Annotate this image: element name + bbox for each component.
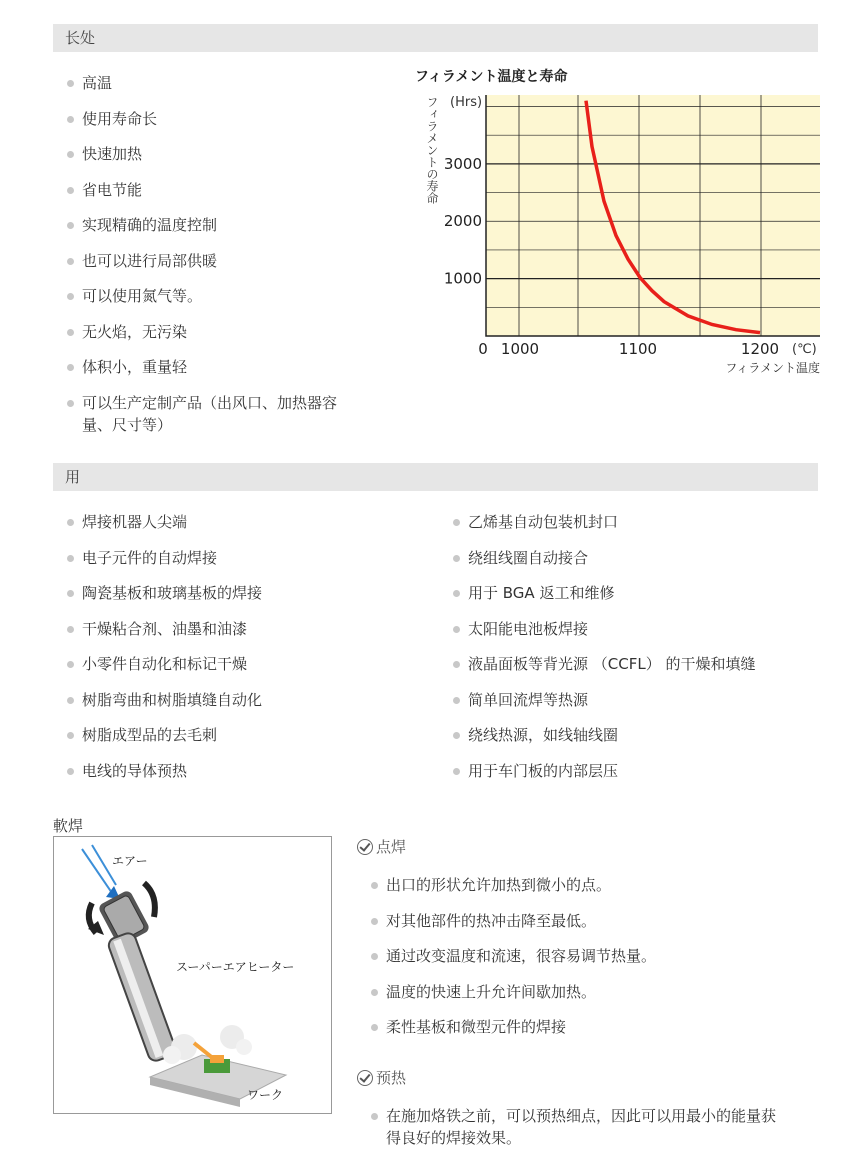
heater-illustration bbox=[53, 836, 332, 1114]
list-item: 出口的形状允许加热到微小的点。 bbox=[386, 876, 612, 894]
list-item: 用于 BGA 返工和维修 bbox=[468, 584, 615, 602]
list-item: 液晶面板等背光源 （CCFL） 的干燥和填缝 bbox=[468, 655, 756, 673]
list-item: 可以使用氮气等。 bbox=[82, 287, 203, 305]
x-tick-label: 0 bbox=[478, 340, 488, 358]
x-tick-label: 1200 bbox=[740, 340, 780, 358]
list-item: 得良好的焊接效果。 bbox=[386, 1129, 522, 1147]
x-tick-label: 1100 bbox=[618, 340, 658, 358]
chart-title: フィラメント温度と寿命 bbox=[415, 69, 568, 85]
list-item: 乙烯基自动包装机封口 bbox=[468, 513, 619, 531]
label-work: ワーク bbox=[247, 1088, 284, 1102]
soldering-title: 軟焊 bbox=[53, 817, 84, 835]
list-item: 绕组线圈自动接合 bbox=[468, 548, 589, 567]
list-item: 也可以进行局部供暖 bbox=[82, 251, 218, 270]
subhead-spot-label: 点焊 bbox=[376, 838, 407, 856]
list-item: 绕线热源，如线轴线圈 bbox=[468, 726, 619, 744]
y-tick-label: 2000 bbox=[443, 212, 482, 231]
list-item: 量、尺寸等） bbox=[82, 415, 173, 434]
list-item: 用于车门板的内部层压 bbox=[468, 761, 619, 780]
x-ticks bbox=[478, 340, 779, 358]
list-item: 树脂弯曲和树脂填缝自动化 bbox=[82, 690, 263, 709]
y-tick-label: 3000 bbox=[443, 154, 482, 173]
list-item: 对其他部件的热冲击降至最低。 bbox=[386, 911, 597, 930]
y-tick-label: 1000 bbox=[443, 269, 482, 288]
subhead-preheat bbox=[357, 1067, 406, 1088]
plot-background bbox=[486, 95, 820, 336]
list-item: 柔性基板和微型元件的焊接 bbox=[386, 1018, 567, 1036]
y-ticks bbox=[444, 155, 482, 288]
label-heater: スーパーエアヒーター bbox=[176, 960, 295, 974]
filament-chart bbox=[410, 82, 830, 382]
check-circle-icon bbox=[357, 1070, 373, 1086]
list-item: 在施加烙铁之前，可以预热细点，因此可以用最小的能量获 bbox=[386, 1107, 777, 1125]
list-item: 温度的快速上升允许间歇加热。 bbox=[386, 982, 597, 1001]
y-unit: (Hrs) bbox=[450, 95, 483, 110]
list-item: 电子元件的自动焊接 bbox=[82, 548, 218, 567]
x-axis-label: フィラメント温度 bbox=[725, 361, 820, 375]
list-item: 干燥粘合剂、油墨和油漆 bbox=[82, 619, 248, 638]
y-axis-label: フィラメントの寿命 bbox=[425, 96, 439, 204]
x-tick-label: 1000 bbox=[500, 340, 540, 358]
list-item: 高温 bbox=[82, 74, 113, 92]
list-item: 实现精确的温度控制 bbox=[82, 216, 218, 234]
x-unit: (℃) bbox=[792, 342, 817, 357]
list-item: 使用寿命长 bbox=[82, 109, 158, 128]
list-item: 太阳能电池板焊接 bbox=[468, 619, 589, 638]
subhead-preheat-label: 预热 bbox=[376, 1069, 407, 1087]
label-air: エアー bbox=[112, 854, 148, 868]
list-item: 省电节能 bbox=[82, 180, 143, 199]
list-item: 小零件自动化和标记干燥 bbox=[82, 655, 248, 673]
list-item: 简单回流焊等热源 bbox=[468, 690, 589, 709]
list-item: 电线的导体预热 bbox=[82, 761, 188, 780]
subhead-spot bbox=[357, 836, 406, 857]
list-item: 树脂成型品的去毛刺 bbox=[82, 726, 218, 744]
list-item: 体积小，重量轻 bbox=[82, 358, 188, 376]
list-item: 焊接机器人尖端 bbox=[82, 513, 188, 531]
list-item: 陶瓷基板和玻璃基板的焊接 bbox=[82, 584, 263, 602]
check-circle-icon bbox=[357, 839, 373, 855]
list-item: 通过改变温度和流速，很容易调节热量。 bbox=[386, 947, 657, 965]
list-item: 可以生产定制产品（出风口、加热器容 bbox=[82, 393, 338, 412]
section-header-advantages: 长处 bbox=[53, 24, 818, 52]
list-item: 无火焰，无污染 bbox=[82, 322, 188, 341]
section-header-uses: 用 bbox=[53, 463, 818, 491]
list-item: 快速加热 bbox=[82, 145, 143, 163]
